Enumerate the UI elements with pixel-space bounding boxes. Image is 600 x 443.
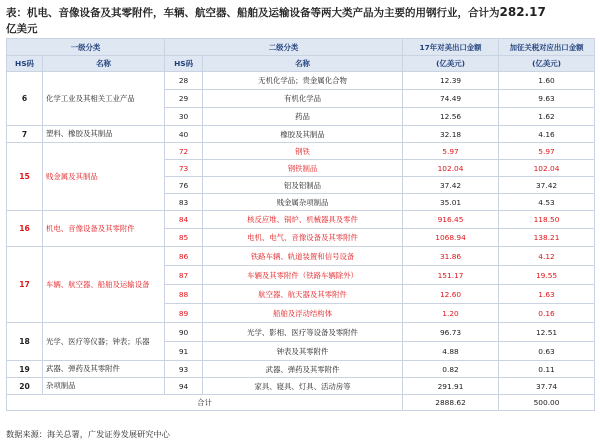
tariff-amount-cell: 9.63 xyxy=(499,90,595,108)
level2-hs-code: 89 xyxy=(165,304,203,323)
tariff-amount-cell: 1.62 xyxy=(499,108,595,126)
level2-hs-code: 91 xyxy=(165,342,203,361)
tariff-amount-cell: 37.74 xyxy=(499,378,595,395)
level2-hs-code: 94 xyxy=(165,378,203,395)
tariff-amount-cell: 19.55 xyxy=(499,266,595,285)
export-amount-cell: 102.04 xyxy=(403,160,499,177)
caption-text: 表：机电、音像设备及其零附件，车辆、航空器、船舶及运输设备等两大类产品为主要的用钢行业，合计为 xyxy=(6,7,500,19)
header-unit-tariff: (亿美元) xyxy=(499,56,595,72)
tariff-amount-cell: 118.50 xyxy=(499,211,595,229)
level1-name: 武器、弹药及其零附件 xyxy=(43,361,165,378)
level2-name: 电机、电气、音像设备及其零附件 xyxy=(203,229,403,247)
steel-industry-table xyxy=(6,38,595,411)
total-export-amount: 2888.62 xyxy=(403,395,499,411)
export-amount-cell: 74.49 xyxy=(403,90,499,108)
level2-hs-code: 72 xyxy=(165,143,203,160)
level2-name: 钟表及其零附件 xyxy=(203,342,403,361)
level2-name: 铝及铝制品 xyxy=(203,177,403,194)
level2-hs-code: 90 xyxy=(165,323,203,342)
table-row xyxy=(7,126,595,143)
table-body xyxy=(7,72,595,411)
level2-name: 橡胶及其制品 xyxy=(203,126,403,143)
level2-name: 船舶及浮动结构体 xyxy=(203,304,403,323)
total-row xyxy=(7,395,595,411)
tariff-amount-cell: 0.16 xyxy=(499,304,595,323)
tariff-amount-cell: 1.60 xyxy=(499,72,595,90)
table-caption xyxy=(6,4,594,37)
total-label: 合计 xyxy=(7,395,403,411)
tariff-amount-cell: 5.97 xyxy=(499,143,595,160)
level2-name: 钢铁制品 xyxy=(203,160,403,177)
level2-hs-code: 83 xyxy=(165,194,203,211)
level2-name: 铁路车辆、轨道装置和信号设备 xyxy=(203,247,403,266)
level2-hs-code: 88 xyxy=(165,285,203,304)
level2-name: 有机化学品 xyxy=(203,90,403,108)
level2-hs-code: 86 xyxy=(165,247,203,266)
level2-hs-code: 85 xyxy=(165,229,203,247)
header-unit-export: (亿美元) xyxy=(403,56,499,72)
table-row xyxy=(7,72,595,90)
export-amount-cell: 37.42 xyxy=(403,177,499,194)
level1-hs-code: 16 xyxy=(7,211,43,247)
export-amount-cell: 1068.94 xyxy=(403,229,499,247)
header-name-2: 名称 xyxy=(203,56,403,72)
data-source-note: 数据来源：海关总署，广发证券发展研究中心 xyxy=(6,429,170,439)
export-amount-cell: 0.82 xyxy=(403,361,499,378)
tariff-amount-cell: 0.11 xyxy=(499,361,595,378)
level2-hs-code: 73 xyxy=(165,160,203,177)
level2-name: 贱金属杂项制品 xyxy=(203,194,403,211)
tariff-amount-cell: 12.51 xyxy=(499,323,595,342)
tariff-amount-cell: 4.53 xyxy=(499,194,595,211)
header-level2: 二级分类 xyxy=(165,39,403,56)
level2-name: 钢铁 xyxy=(203,143,403,160)
caption-total: 282.17 xyxy=(499,5,546,19)
header-name-1: 名称 xyxy=(43,56,165,72)
table-row xyxy=(7,361,595,378)
level2-hs-code: 87 xyxy=(165,266,203,285)
level1-hs-code: 15 xyxy=(7,143,43,211)
header-export-amount: 17年对美出口金额 xyxy=(403,39,499,56)
export-amount-cell: 32.18 xyxy=(403,126,499,143)
level2-hs-code: 29 xyxy=(165,90,203,108)
tariff-amount-cell: 1.63 xyxy=(499,285,595,304)
level1-name: 杂项制品 xyxy=(43,378,165,395)
level2-hs-code: 93 xyxy=(165,361,203,378)
level1-hs-code: 7 xyxy=(7,126,43,143)
header-level1: 一级分类 xyxy=(7,39,165,56)
level1-hs-code: 19 xyxy=(7,361,43,378)
level2-hs-code: 28 xyxy=(165,72,203,90)
level1-name: 光学、医疗等仪器；钟表；乐器 xyxy=(43,323,165,361)
level2-name: 家具、寝具、灯具、活动房等 xyxy=(203,378,403,395)
level2-name: 武器、弹药及其零附件 xyxy=(203,361,403,378)
level2-hs-code: 84 xyxy=(165,211,203,229)
tariff-amount-cell: 0.63 xyxy=(499,342,595,361)
header-hs-code-2: HS码 xyxy=(165,56,203,72)
export-amount-cell: 291.91 xyxy=(403,378,499,395)
export-amount-cell: 4.88 xyxy=(403,342,499,361)
export-amount-cell: 1.20 xyxy=(403,304,499,323)
export-amount-cell: 916.45 xyxy=(403,211,499,229)
table-row xyxy=(7,211,595,229)
level2-name: 光学、影相、医疗等设备及零附件 xyxy=(203,323,403,342)
tariff-amount-cell: 102.04 xyxy=(499,160,595,177)
table-row xyxy=(7,247,595,266)
total-tariff-amount: 500.00 xyxy=(499,395,595,411)
level2-hs-code: 40 xyxy=(165,126,203,143)
header-hs-code-1: HS码 xyxy=(7,56,43,72)
export-amount-cell: 35.01 xyxy=(403,194,499,211)
tariff-amount-cell: 4.12 xyxy=(499,247,595,266)
level2-name: 车辆及其零附件（铁路车辆除外） xyxy=(203,266,403,285)
tariff-amount-cell: 138.21 xyxy=(499,229,595,247)
export-amount-cell: 12.39 xyxy=(403,72,499,90)
level1-hs-code: 6 xyxy=(7,72,43,126)
level2-name: 核反应堆、锅炉、机械器具及零件 xyxy=(203,211,403,229)
level1-name: 化学工业及其相关工业产品 xyxy=(43,72,165,126)
level1-hs-code: 20 xyxy=(7,378,43,395)
table-row xyxy=(7,378,595,395)
level1-name: 贱金属及其制品 xyxy=(43,143,165,211)
table-row xyxy=(7,323,595,342)
level2-hs-code: 76 xyxy=(165,177,203,194)
export-amount-cell: 31.86 xyxy=(403,247,499,266)
export-amount-cell: 12.56 xyxy=(403,108,499,126)
level1-hs-code: 17 xyxy=(7,247,43,323)
level1-hs-code: 18 xyxy=(7,323,43,361)
export-amount-cell: 12.60 xyxy=(403,285,499,304)
caption-unit: 亿美元 xyxy=(6,23,38,35)
level1-name: 车辆、航空器、船舶及运输设备 xyxy=(43,247,165,323)
tariff-amount-cell: 4.16 xyxy=(499,126,595,143)
level1-name: 塑料、橡胶及其制品 xyxy=(43,126,165,143)
table-row xyxy=(7,143,595,160)
export-amount-cell: 96.73 xyxy=(403,323,499,342)
header-tariff-amount: 加征关税对应出口金额 xyxy=(499,39,595,56)
export-amount-cell: 151.17 xyxy=(403,266,499,285)
level2-name: 无机化学品；贵金属化合物 xyxy=(203,72,403,90)
level2-hs-code: 30 xyxy=(165,108,203,126)
level1-name: 机电、音像设备及其零附件 xyxy=(43,211,165,247)
level2-name: 航空器、航天器及其零附件 xyxy=(203,285,403,304)
level2-name: 药品 xyxy=(203,108,403,126)
tariff-amount-cell: 37.42 xyxy=(499,177,595,194)
export-amount-cell: 5.97 xyxy=(403,143,499,160)
